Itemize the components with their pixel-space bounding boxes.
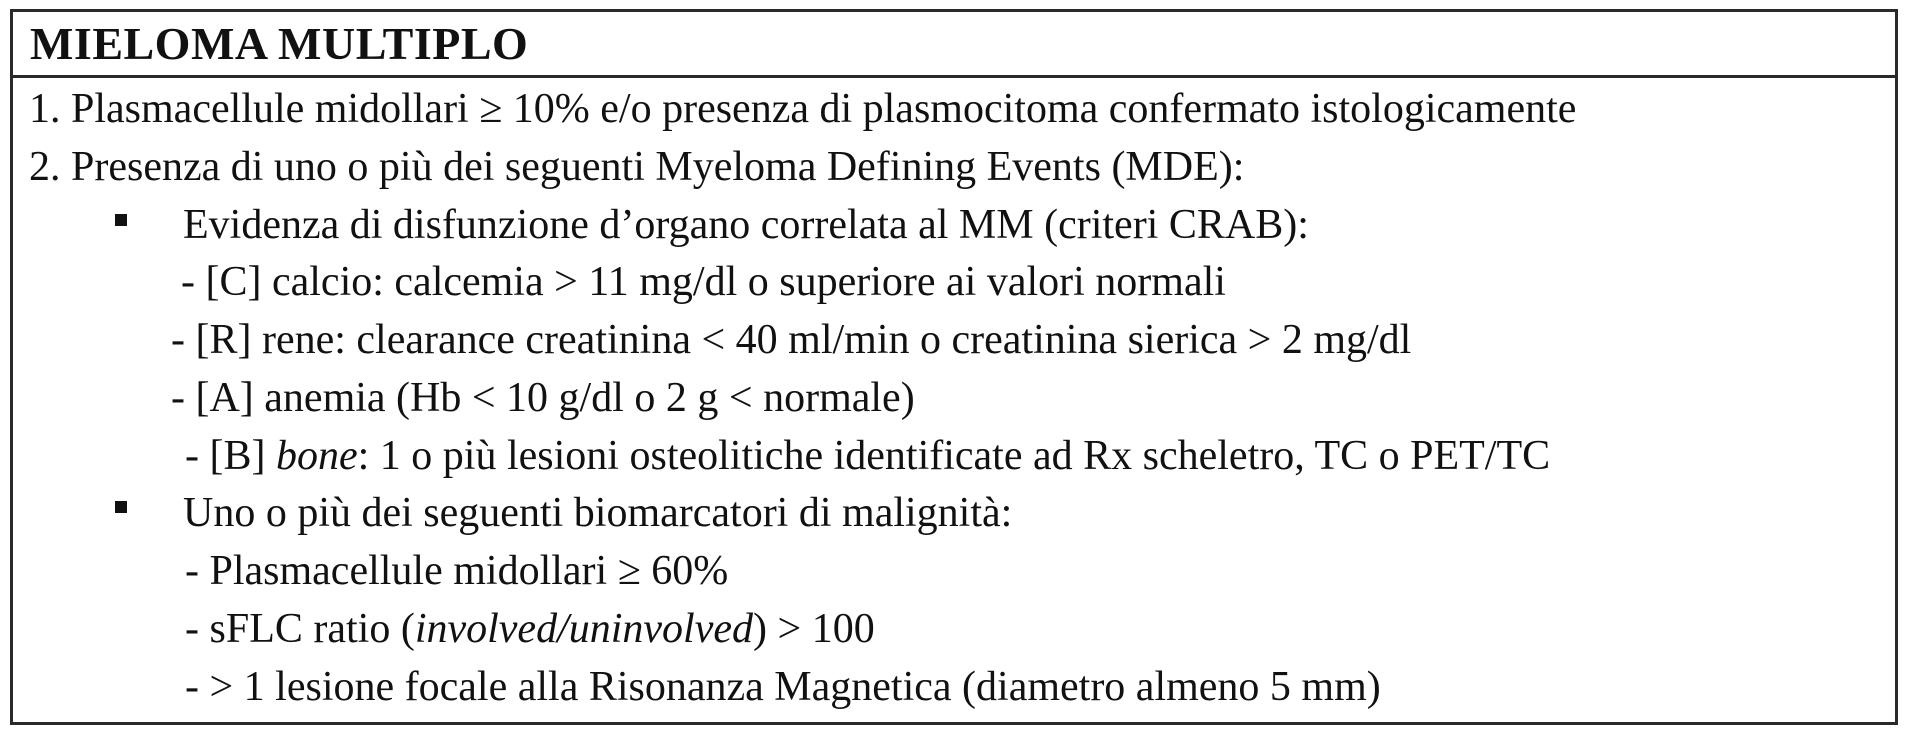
crab-item-renal — [171, 315, 1411, 365]
table-title: MIELOMA MULTIPLO — [30, 18, 529, 69]
crab-item-suffix: : 1 o più lesioni osteolitiche identificate ad Rx scheletro, TC o PET/TC — [357, 433, 1551, 479]
biomarker-item-prefix: - sFLC ratio ( — [185, 606, 415, 652]
criterion-number: 1. — [29, 86, 61, 132]
bullet-icon — [115, 214, 127, 226]
biomarker-item-text: - Plasmacellule midollari ≥ 60% — [185, 548, 729, 594]
biomarker-item-text: - > 1 lesione focale alla Risonanza Magnetica (diametro almeno 5 mm) — [185, 664, 1381, 710]
crab-item-text: - [R] rene: clearance creatinina < 40 ml/min o creatinina sierica > 2 mg/dl — [171, 317, 1412, 363]
biomarker-item-sflc — [185, 604, 875, 654]
biomarker-item-plasma — [185, 546, 728, 596]
criterion-number: 2. — [29, 144, 61, 190]
crab-heading: Evidenza di disfunzione d’organo correlata al MM (criteri CRAB): — [183, 202, 1309, 248]
crab-item-prefix: - [B] — [185, 433, 276, 479]
crab-item-bone — [185, 431, 1550, 481]
criterion-text: Plasmacellule midollari ≥ 10% e/o presenza di plasmocitoma confermato istologicamente — [71, 86, 1577, 132]
table-header — [13, 12, 1895, 78]
crab-item-text: - [C] calcio: calcemia > 11 mg/dl o superiore ai valori normali — [181, 259, 1226, 305]
biomarker-item-italic: involved/uninvolved — [414, 606, 754, 652]
criterion-1 — [29, 84, 1576, 134]
crab-item-italic: bone — [275, 433, 358, 479]
biomarker-item-suffix: ) > 100 — [753, 606, 875, 652]
biomarkers-heading: Uno o più dei seguenti biomarcatori di malignità: — [183, 490, 1013, 536]
bullet-icon — [115, 501, 127, 513]
criterion-2 — [29, 142, 1244, 192]
criterion-text: Presenza di uno o più dei seguenti Myeloma Defining Events (MDE): — [71, 144, 1245, 190]
crab-item-anemia — [171, 373, 915, 423]
crab-item-text: - [A] anemia (Hb < 10 g/dl o 2 g < normale) — [171, 375, 915, 421]
biomarker-item-mri — [185, 662, 1381, 712]
criteria-table — [10, 9, 1898, 725]
crab-item-calcium — [181, 257, 1226, 307]
